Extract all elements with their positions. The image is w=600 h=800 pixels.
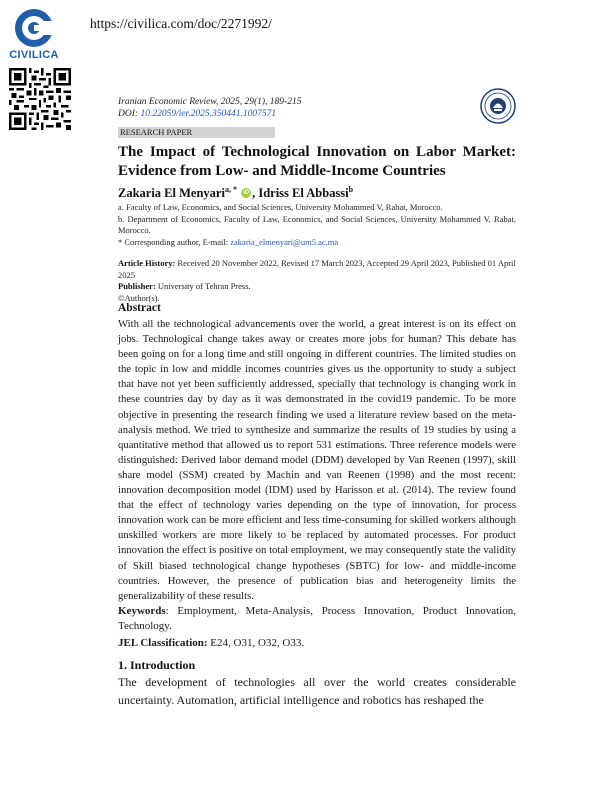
history-line <box>118 258 516 281</box>
orcid-icon[interactable]: iD <box>243 190 250 197</box>
copyright: ©Author(s). <box>118 292 160 303</box>
introduction-body: The development of technologies all over the world creates considerable uncertainty. Automation, artificial intelligence and robotics has reshaped the <box>118 675 516 707</box>
logo-text: CIVILICA <box>9 49 59 61</box>
civilica-c-icon <box>12 8 56 48</box>
publisher-line <box>118 281 516 293</box>
section-label: RESEARCH PAPER <box>118 127 275 138</box>
abstract-body: With all the technological advancements over the world, a great interest is on its effect on jobs. Technological change takes away or creates more jobs for human? This debate has been going on for a long time and still ongoing in different countries. The limited studies on the topic in low and middle incomes countries gives us the opportunity to study a subject that have not yet been sufficiently addressed, specially that technology is changing work in these countries day by day as it was demonstrated in the covid19 pandemic. To be more objective in presenting the research finding we used a literature review based on the meta-analysis method. We tried to synthesize and summarize the results of 19 studies by using a quantitative method that allowed us to report 531 estimations. Three reference models were distinguished: Derived labor demand model (DDM) developed by Van Reenen (1997), skill share model (SSM) created by Machin and van Reenen (1998) and the most recent: innovation decomposition model (IDM) used by Harisson et al. (2014). The review found that the effect of technology varies depending on the type of innovation, for process innovation work can be more efficient and less time-consuming for skilled workers although unskilled workers are more likely to be replaced by automated processes. For product innovation the effect is positive on total employment, we may consequently state the validity of Skill biased technological change hypotheses (SBTC) for low- and middle-income countries. However, the presence of publication bias and heterogeneity limits the generalizability of these results. <box>118 318 516 602</box>
affiliation-a: a. Faculty of Law, Economics, and Social Sciences, University Mohammed V, Rabat, Morocco. <box>118 202 443 212</box>
abstract-heading: Abstract <box>118 302 161 314</box>
jel-label: JEL Classification: <box>118 637 208 649</box>
publisher-label: Publisher: <box>118 281 156 291</box>
university-seal-icon <box>480 88 516 124</box>
qr-code-icon <box>9 68 71 130</box>
journal-citation: Iranian Economic Review, 2025, 29(1), 189-215 <box>118 97 302 107</box>
keywords-label: Keywords <box>118 605 166 617</box>
jel-text: E24, O31, O32, O33. <box>207 637 305 649</box>
jel-classification <box>118 636 516 651</box>
corresponding-email-link[interactable]: zakaria_elmenyari@um5.ac.ma <box>230 236 339 247</box>
author-name: Idriss El Abbassi <box>258 186 349 201</box>
doi-line <box>118 108 301 120</box>
article-history <box>118 258 516 304</box>
corresponding-prefix: * Corresponding author, E-mail: <box>118 236 231 247</box>
paper-title: The Impact of Technological Innovation on Labor Market: Evidence from Low- and Middle-Income Countries <box>118 144 516 179</box>
corresponding-author <box>118 237 516 249</box>
author-affiliation-marker: a, * <box>224 185 237 194</box>
affiliations <box>118 202 516 248</box>
journal-meta <box>118 96 301 120</box>
affiliation-b: b. Department of Economics, Faculty of Law, Economics, and Social Sciences, University Mohammed V, Rabat, Morocco. <box>118 213 516 235</box>
keywords <box>118 604 516 634</box>
author-affiliation-marker: b <box>348 185 354 194</box>
doi-prefix: DOI: <box>118 109 141 119</box>
author-line <box>118 185 353 201</box>
civilica-logo[interactable] <box>8 8 60 61</box>
keywords-text: : Employment, Meta-Analysis, Process Innovation, Product Innovation, Technology. <box>118 605 516 632</box>
document-url[interactable]: https://civilica.com/doc/2271992/ <box>90 16 272 31</box>
doi-link[interactable]: 10.22059/ier.2025.350441.1007571 <box>140 109 277 119</box>
history-text: Received 20 November 2022, Revised 17 March 2023, Accepted 29 April 2023, Published 01 April 2025 <box>118 258 516 280</box>
history-label: Article History: <box>118 258 176 268</box>
author-separator: , <box>252 186 259 201</box>
author-name: Zakaria El Menyari <box>118 186 225 201</box>
publisher-text: University of Tehran Press. <box>155 281 251 291</box>
section-heading-introduction: 1. Introduction <box>118 658 196 672</box>
